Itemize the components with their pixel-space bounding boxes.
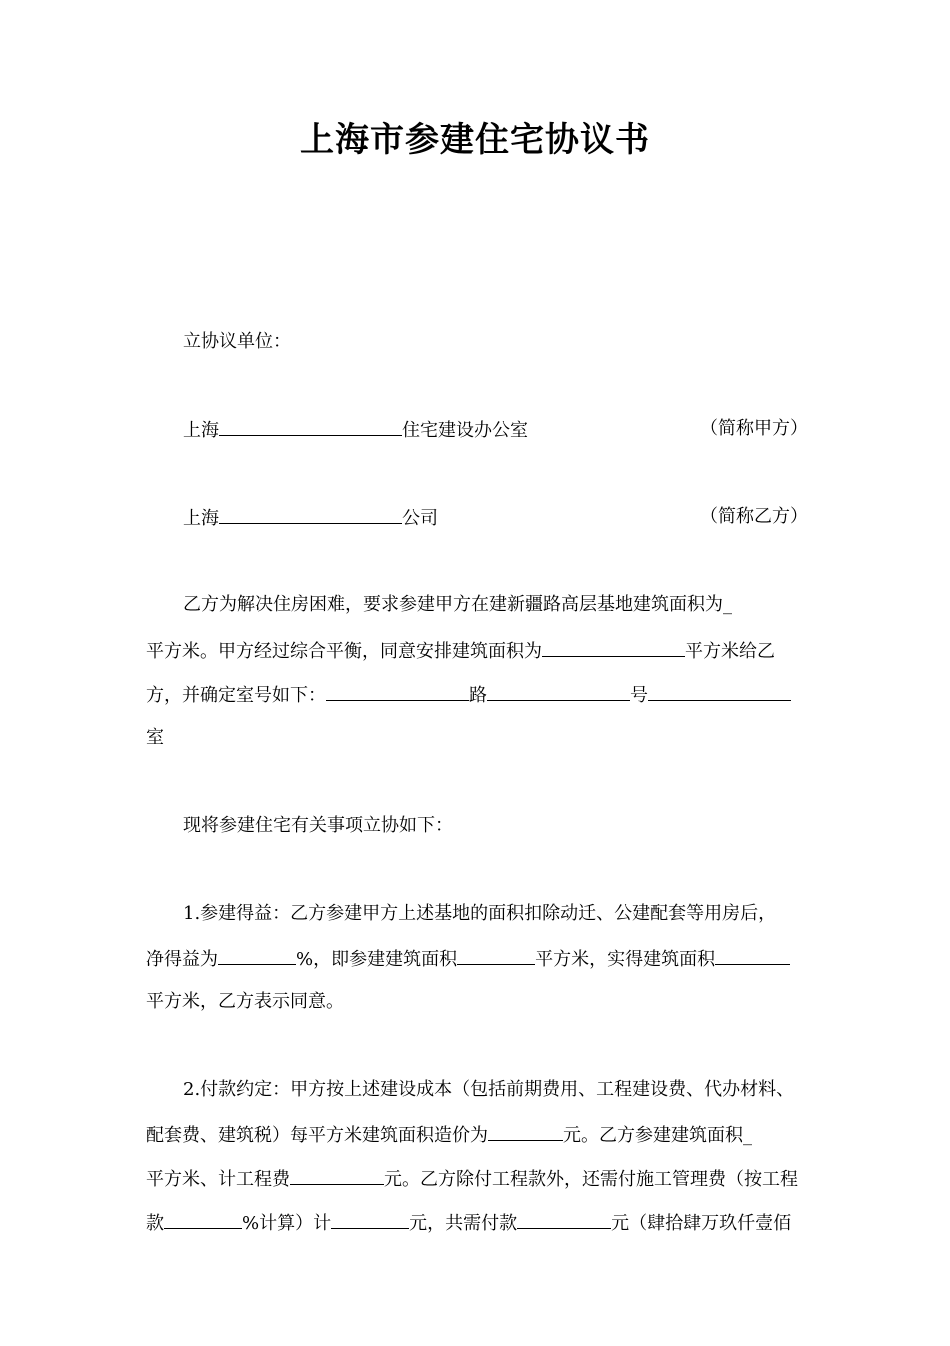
party-b-abbr: （简称乙方） xyxy=(700,506,808,527)
benefit-percent-blank xyxy=(218,946,296,965)
party-a-abbr: （简称甲方） xyxy=(700,418,808,439)
intro-line-3-c: 号 xyxy=(630,685,648,706)
intro-line-2-b: 平方米给乙 xyxy=(685,641,775,662)
clause2-line-4-b: %计算）计 xyxy=(242,1213,332,1234)
clause1-line-2-b: %，即参建建筑面积 xyxy=(296,949,458,970)
clause2-line-2 xyxy=(146,1122,752,1148)
agreement-intro: 现将参建住宅有关事项立协如下： xyxy=(183,815,453,836)
clause2-line-4-c: 元，共需付款 xyxy=(409,1213,518,1234)
number-blank xyxy=(487,682,630,701)
clause1-line-3: 平方米，乙方表示同意。 xyxy=(146,991,344,1012)
engineering-fee-blank xyxy=(290,1166,384,1185)
party-a-prefix: 上海 xyxy=(183,420,219,441)
management-fee-blank xyxy=(331,1210,409,1229)
clause1-line-2-c: 平方米，实得建筑面积 xyxy=(535,949,716,970)
clause1-line-1: 1.参建得益：乙方参建甲方上述基地的面积扣除动迁、公建配套等用房后， xyxy=(183,903,777,924)
road-blank xyxy=(326,682,469,701)
unit-cost-blank xyxy=(488,1122,563,1141)
party-b-prefix: 上海 xyxy=(183,508,219,529)
intro-line-4: 室 xyxy=(146,727,164,748)
actual-area-blank xyxy=(715,946,790,965)
clause2-line-4-d: 元（肆拾肆万玖仟壹佰 xyxy=(611,1213,792,1234)
clause2-line-3-b: 元。乙方除付工程款外，还需付施工管理费（按工程 xyxy=(384,1169,798,1190)
party-a-line xyxy=(183,417,528,443)
party-a-suffix: 住宅建设办公室 xyxy=(402,420,528,441)
intro-line-3-b: 路 xyxy=(469,685,487,706)
clause1-line-2 xyxy=(146,946,790,972)
clause2-line-1: 2.付款约定：甲方按上述建设成本（包括前期费用、工程建设费、代办材料、 xyxy=(183,1079,795,1100)
party-a-name-blank xyxy=(219,417,402,436)
intro-line-1: 乙方为解决住房困难，要求参建甲方在建新疆路高层基地建筑面积为_ xyxy=(183,594,732,615)
clause2-line-2-b: 元。乙方参建建筑面积_ xyxy=(563,1125,752,1146)
clause2-line-4 xyxy=(146,1210,791,1236)
clause2-line-2-a: 配套费、建筑税）每平方米建筑面积造价为 xyxy=(146,1125,488,1146)
intro-line-3-a: 方，并确定室号如下： xyxy=(146,685,326,706)
clause2-line-3-a: 平方米、计工程费 xyxy=(146,1169,290,1190)
total-payment-blank xyxy=(517,1210,611,1229)
intro-line-2 xyxy=(146,638,775,664)
area-blank xyxy=(542,638,685,657)
room-blank xyxy=(648,682,791,701)
intro-line-3 xyxy=(146,682,791,708)
clause2-line-3 xyxy=(146,1166,798,1192)
intro-line-2-a: 平方米。甲方经过综合平衡，同意安排建筑面积为 xyxy=(146,641,542,662)
parties-label: 立协议单位： xyxy=(183,331,291,352)
clause2-line-4-a: 款 xyxy=(146,1213,164,1234)
clause1-line-2-a: 净得益为 xyxy=(146,949,218,970)
party-b-line xyxy=(183,505,438,531)
participate-area-blank xyxy=(457,946,535,965)
party-b-name-blank xyxy=(219,505,402,524)
document-title: 上海市参建住宅协议书 xyxy=(300,120,650,160)
management-percent-blank xyxy=(164,1210,242,1229)
party-b-suffix: 公司 xyxy=(402,508,438,529)
